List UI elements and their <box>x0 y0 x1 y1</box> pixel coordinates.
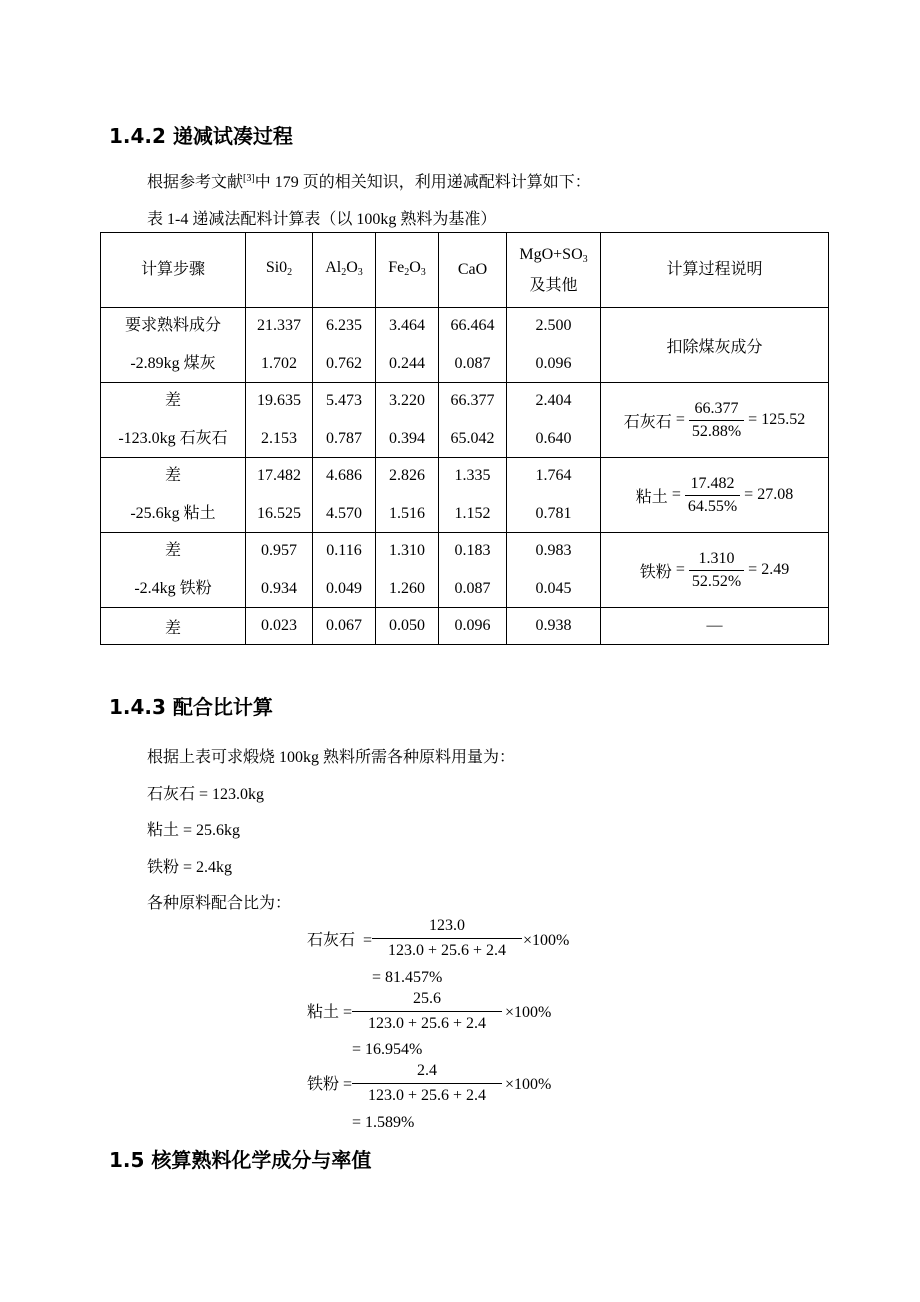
value-cell: 0.938 <box>507 608 601 645</box>
intro-text-after: 中 179 页的相关知识，利用递减配料计算如下： <box>254 174 591 191</box>
ratio-iron-label: 铁粉 = <box>307 1076 353 1093</box>
intro-paragraph <box>147 174 591 191</box>
table-row <box>101 533 829 608</box>
ratio-clay-label: 粘土 = <box>307 1004 353 1021</box>
table-row <box>101 608 829 645</box>
value-cell: 3.464 0.244 <box>376 308 439 383</box>
ratio-iron-result: = 1.589% <box>352 1114 415 1131</box>
ratio-limestone-result: = 81.457% <box>372 969 443 986</box>
value-cell: 66.464 0.087 <box>439 308 507 383</box>
value-cell: 0.957 0.934 <box>246 533 313 608</box>
step-cell: 差 -123.0kg 石灰石 <box>101 383 246 458</box>
value-cell: 2.826 1.516 <box>376 458 439 533</box>
table-caption: 表 1-4 递减法配料计算表（以 100kg 熟料为基准） <box>147 211 497 228</box>
section-heading-1-4-2: 1.4.2 递减试凑过程 <box>109 124 293 148</box>
ratio-clay-fraction: $\frac{25.6}{123.0 + 25.6 + 2.4}$ <box>352 990 502 1033</box>
header-fe2o3: $Fe_2O_3$ <box>376 233 439 308</box>
value-cell: 2.404 0.640 <box>507 383 601 458</box>
value-cell: 0.067 <box>313 608 376 645</box>
value-cell: 3.220 0.394 <box>376 383 439 458</box>
ratio-limestone-times: ×100% <box>523 932 570 949</box>
table-row <box>101 458 829 533</box>
ratio-iron-fraction: $\frac{2.4}{123.0 + 25.6 + 2.4}$ <box>352 1062 502 1105</box>
ratio-intro: 各种原料配合比为： <box>147 895 292 912</box>
value-cell: 66.377 65.042 <box>439 383 507 458</box>
step-cell: 差 <box>101 608 246 645</box>
value-cell: 0.096 <box>439 608 507 645</box>
usage-clay: 粘土 = 25.6kg <box>147 822 241 839</box>
value-cell: 17.482 16.525 <box>246 458 313 533</box>
section-heading-1-5: 1.5 核算熟料化学成分与率值 <box>109 1148 372 1172</box>
usage-iron: 铁粉 = 2.4kg <box>147 859 233 876</box>
header-sio2: $Si0_2$ <box>246 233 313 308</box>
value-cell: 1.764 0.781 <box>507 458 601 533</box>
value-cell: 4.686 4.570 <box>313 458 376 533</box>
header-step: 计算步骤 <box>101 233 246 308</box>
header-calculation-note: 计算过程说明 <box>601 233 829 308</box>
ratio-limestone-fraction: $\frac{123.0}{123.0 + 25.6 + 2.4}$ <box>372 917 522 960</box>
value-cell: 0.023 <box>246 608 313 645</box>
batching-calculation-table <box>100 232 829 645</box>
value-cell: 0.183 0.087 <box>439 533 507 608</box>
value-cell: 1.335 1.152 <box>439 458 507 533</box>
usage-intro: 根据上表可求煅烧 100kg 熟料所需各种原料用量为： <box>147 749 516 766</box>
value-cell: 6.235 0.762 <box>313 308 376 383</box>
ratio-clay-times: ×100% <box>505 1004 552 1021</box>
value-cell: 2.500 0.096 <box>507 308 601 383</box>
note-formula: 粘土 = $\frac{17.482}{64.55\%}$ = 27.08 <box>635 474 794 515</box>
note-cell: — <box>601 608 829 645</box>
ratio-limestone-label: 石灰石 = <box>307 932 373 949</box>
value-cell: 0.983 0.045 <box>507 533 601 608</box>
value-cell: 1.310 1.260 <box>376 533 439 608</box>
value-cell: 19.635 2.153 <box>246 383 313 458</box>
ratio-iron-times: ×100% <box>505 1076 552 1093</box>
section-heading-1-4-3: 1.4.3 配合比计算 <box>109 695 273 719</box>
value-cell: 0.116 0.049 <box>313 533 376 608</box>
step-cell: 要求熟料成分 -2.89kg 煤灰 <box>101 308 246 383</box>
value-cell: 5.473 0.787 <box>313 383 376 458</box>
table-row <box>101 308 829 383</box>
value-cell: 21.337 1.702 <box>246 308 313 383</box>
header-al2o3: $Al_2O_3$ <box>313 233 376 308</box>
note-cell <box>601 383 829 458</box>
note-formula: 石灰石 = $\frac{66.377}{52.88\%}$ = 125.52 <box>623 399 806 440</box>
value-cell: 0.050 <box>376 608 439 645</box>
note-cell: 扣除煤灰成分 <box>601 308 829 383</box>
step-cell: 差 -25.6kg 粘土 <box>101 458 246 533</box>
table-row <box>101 383 829 458</box>
header-mgo-so3-other: $MgO+SO_3$ 及其他 <box>507 233 601 308</box>
ratio-clay-result: = 16.954% <box>352 1041 423 1058</box>
reference-marker[interactable]: [3] <box>243 173 255 184</box>
note-formula: 铁粉 = $\frac{1.310}{52.52\%}$ = 2.49 <box>639 549 790 590</box>
step-cell: 差 -2.4kg 铁粉 <box>101 533 246 608</box>
intro-text-before: 根据参考文献 <box>147 174 244 191</box>
header-cao: CaO <box>439 233 507 308</box>
table-header-row <box>101 233 829 308</box>
usage-limestone: 石灰石 = 123.0kg <box>147 786 265 803</box>
note-cell <box>601 533 829 608</box>
note-cell <box>601 458 829 533</box>
